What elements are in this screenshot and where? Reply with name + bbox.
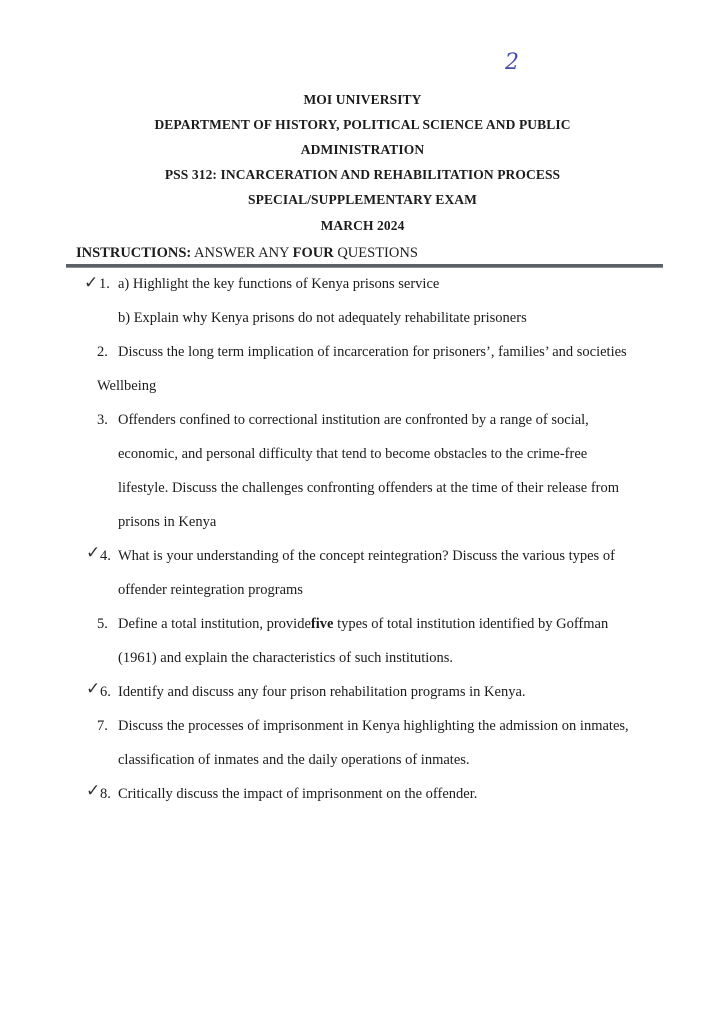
department-line-2: ADMINISTRATION xyxy=(300,142,425,157)
divider-rule xyxy=(66,264,663,268)
check-mark-icon: ✓ xyxy=(86,543,101,563)
course-title: PSS 312: INCARCERATION AND REHABILITATION PROCESS xyxy=(164,167,561,182)
question-number: 5. xyxy=(97,616,108,632)
question-number: 6. xyxy=(100,684,111,700)
question-number: 8. xyxy=(100,786,111,802)
question-text: Discuss the processes of imprisonment in Kenya highlighting the admission on inmates, xyxy=(118,718,629,734)
question-text: classification of inmates and the daily operations of inmates. xyxy=(118,752,470,768)
question-text-emphasis: five xyxy=(310,616,334,632)
exam-type: SPECIAL/SUPPLEMENTARY EXAM xyxy=(247,192,477,207)
instructions-text-before: ANSWER ANY xyxy=(191,245,293,261)
exam-date: MARCH 2024 xyxy=(320,218,405,233)
question-text: lifestyle. Discuss the challenges confronting offenders at the time of their release from xyxy=(118,480,620,496)
university-name: MOI UNIVERSITY xyxy=(303,92,422,107)
question-number: 2. xyxy=(97,344,108,360)
question-text: Discuss the long term implication of incarceration for prisoners’, families’ and societies xyxy=(118,344,627,360)
question-text: offender reintegration programs xyxy=(118,582,303,598)
handwritten-page-number: 2 xyxy=(505,50,519,75)
check-mark-icon: ✓ xyxy=(84,273,99,293)
question-text: a) Highlight the key functions of Kenya prisons service xyxy=(118,276,440,292)
question-text: economic, and personal difficulty that tend to become obstacles to the crime-free xyxy=(118,446,588,462)
question-text xyxy=(118,617,608,632)
question-number: 3. xyxy=(97,412,108,428)
instructions-label: INSTRUCTIONS: xyxy=(76,245,192,261)
question-number: 4. xyxy=(100,548,111,564)
instructions-emphasis: FOUR xyxy=(292,245,334,261)
question-text: Critically discuss the impact of imprisonment on the offender. xyxy=(118,786,478,802)
question-text: Wellbeing xyxy=(97,378,157,394)
question-text: Identify and discuss any four prison rehabilitation programs in Kenya. xyxy=(118,684,526,700)
question-text: (1961) and explain the characteristics of such institutions. xyxy=(118,650,454,666)
question-number: 1. xyxy=(99,276,110,292)
check-mark-icon: ✓ xyxy=(86,679,101,699)
instructions xyxy=(76,245,418,262)
department-line-1: DEPARTMENT OF HISTORY, POLITICAL SCIENCE AND PUBLIC xyxy=(154,117,571,132)
check-mark-icon: ✓ xyxy=(86,781,101,801)
question-text-after: types of total institution identified by Goffman xyxy=(333,616,609,632)
question-text: Offenders confined to correctional institution are confronted by a range of social, xyxy=(118,412,589,428)
question-text: b) Explain why Kenya prisons do not adequately rehabilitate prisoners xyxy=(118,310,527,326)
question-number: 7. xyxy=(97,718,108,734)
question-text: What is your understanding of the concept reintegration? Discuss the various types of xyxy=(118,548,615,564)
question-text-before: Define a total institution, provide xyxy=(118,616,311,632)
instructions-text-after: QUESTIONS xyxy=(333,245,418,261)
question-text: prisons in Kenya xyxy=(118,514,217,530)
